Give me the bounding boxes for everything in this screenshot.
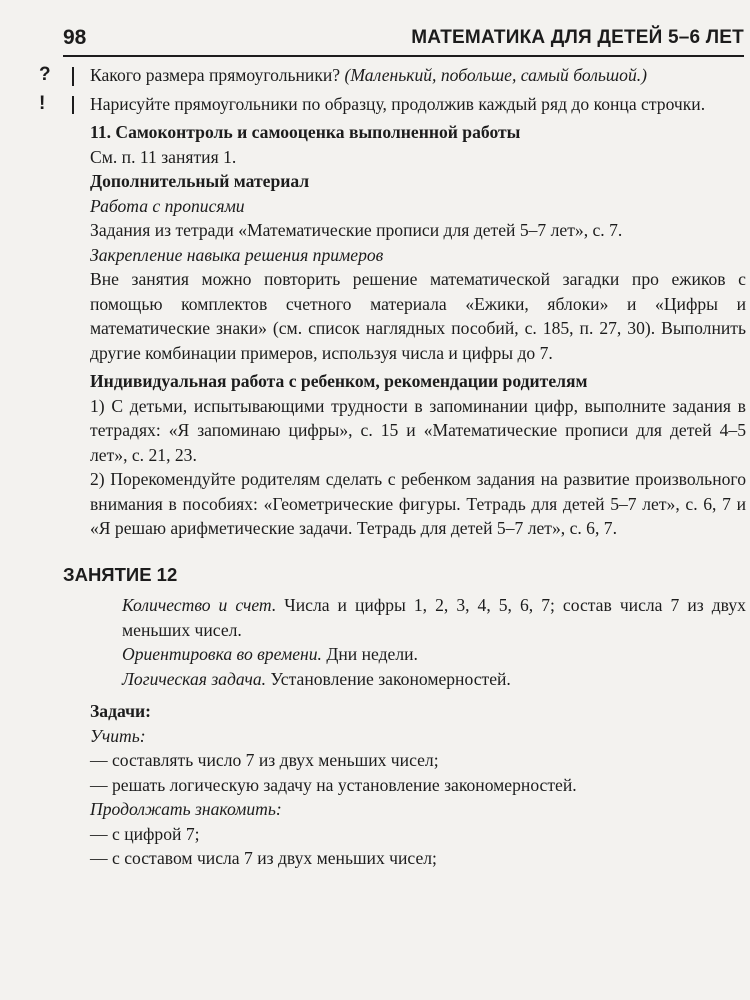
- question-note: [34, 63, 746, 88]
- continue-item: — с составом числа 7 из двух меньших чисел;: [90, 848, 437, 868]
- task-text: Нарисуйте прямоугольники по образцу, продолжив каждый ряд до конца строчки.: [90, 93, 706, 114]
- topic-counting-label: Количество и счет.: [122, 595, 277, 615]
- exclamation-icon: !: [39, 92, 46, 114]
- individual-work-p1: 1) С детьми, испытывающими трудности в запоминании цифр, выполните задания в тетрадях: «Я запоминаю цифры», с. 15 и «Математические прописи для детей 4–5 лет», с. 21, 23.: [90, 395, 746, 465]
- topic-counting-text: Числа и цифры 1, 2, 3, 4, 5, 6, 7; состав числа 7 из двух меньших чисел.: [122, 595, 746, 640]
- page-content: [39, 63, 746, 871]
- lesson-topics: [90, 593, 746, 691]
- extra-text-examples: Вне занятия можно повторить решение математической загадки про ежиков с помощью комплектов счетного материала «Ежики, яблоки» и «Цифры и математические знаки» (см. список наглядных пособий, с. 185, п. 27, 30). Выполнить другие комбинации примеров, используя числа и цифры до 7.: [90, 269, 746, 363]
- topic-logic: [122, 667, 746, 692]
- teach-item: — решать логическую задачу на установление закономерностей.: [90, 774, 577, 795]
- question-text: Какого размера прямоугольники?: [90, 65, 341, 85]
- continue-label: Продолжать знакомить:: [90, 799, 282, 819]
- note-divider: [72, 67, 74, 86]
- teach-item: — составлять число 7 из двух меньших чисел;: [90, 750, 439, 770]
- continue-item: — с цифрой 7;: [90, 823, 200, 844]
- topic-time: [122, 642, 746, 667]
- tasks-title: Задачи:: [90, 701, 151, 721]
- extra-subtitle-examples: Закрепление навыка решения примеров: [90, 244, 384, 265]
- page-header: [63, 24, 744, 58]
- question-mark-icon: ?: [39, 64, 51, 85]
- extra-text-copybook: Задания из тетради «Математические прописи для детей 5–7 лет», с. 7.: [90, 220, 623, 240]
- individual-work-title: Индивидуальная работа с ребенком, рекомендации родителям: [90, 371, 588, 391]
- question-answer: (Маленький, побольше, самый большой.): [344, 65, 648, 85]
- section-11-title: 11. Самоконтроль и самооценка выполненной работы: [90, 122, 521, 142]
- extra-subtitle-copybook: Работа с прописями: [90, 195, 245, 216]
- lesson-title: ЗАНЯТИЕ 12: [63, 563, 178, 585]
- page-number: 98: [63, 26, 87, 49]
- task-note: [34, 92, 746, 117]
- extra-material-title: Дополнительный материал: [90, 171, 310, 191]
- individual-work-p2: 2) Порекомендуйте родителям сделать с ребенком задания на развитие произвольного внимания в пособиях: «Геометрические фигуры. Тетрадь для детей 5–7 лет», с. 6, 7 и «Я решаю арифметические задачи. Тетрадь для детей 5–7 лет», с. 6, 7.: [90, 469, 746, 538]
- section-11-text: См. п. 11 занятия 1.: [90, 146, 237, 167]
- topic-counting: [122, 593, 746, 642]
- topic-logic-text: Установление закономерностей.: [270, 668, 511, 689]
- topic-time-text: Дни недели.: [326, 644, 418, 664]
- teach-label: Учить:: [90, 725, 146, 746]
- running-title: МАТЕМАТИКА ДЛЯ ДЕТЕЙ 5–6 ЛЕТ: [411, 27, 744, 48]
- note-divider: [72, 96, 74, 115]
- header-rule: [63, 55, 744, 57]
- topic-logic-label: Логическая задача.: [122, 668, 267, 689]
- topic-time-label: Ориентировка во времени.: [122, 644, 322, 664]
